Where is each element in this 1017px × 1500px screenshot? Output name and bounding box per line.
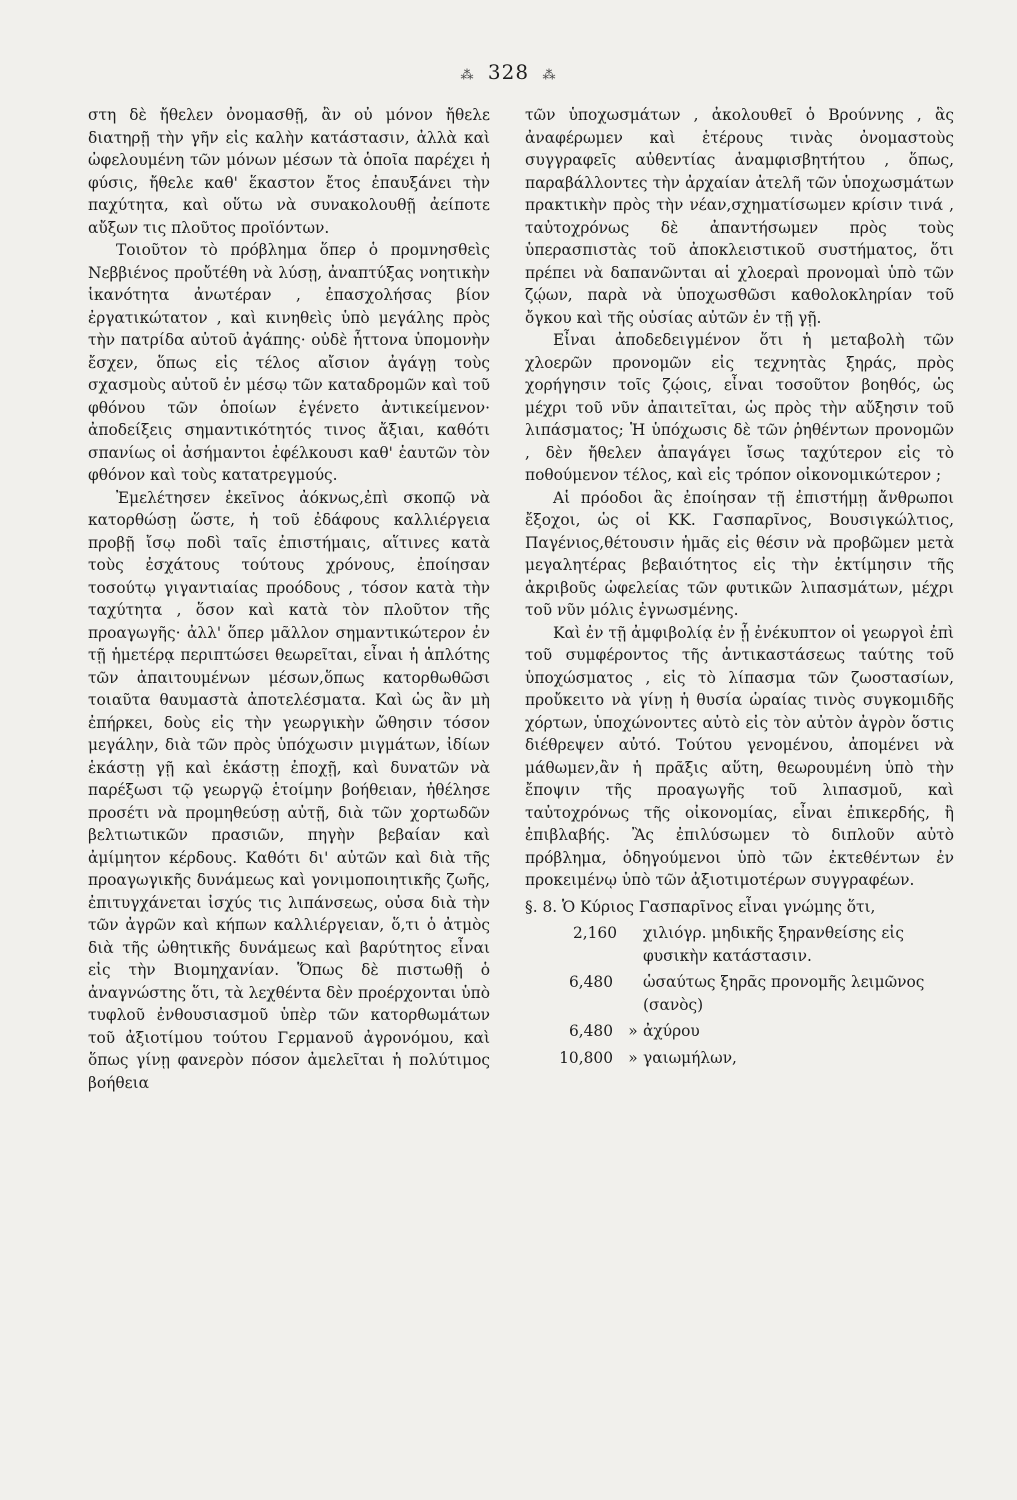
header-ornament-left: ⁂: [460, 68, 475, 83]
page-header: [0, 60, 1017, 84]
quantity-description: χιλιόγρ. μηδικῆς ξηρανθείσης εἰς φυσικὴν κατάστασιν.: [643, 924, 904, 965]
quantity-value: 6,480: [568, 973, 613, 991]
quantity-row: [525, 1047, 954, 1074]
paragraph: Καὶ ἐν τῇ ἀμφιβολίᾳ ἐν ᾗ ἐνέκυπτον οἱ γεωργοὶ ἐπὶ τοῦ συμφέροντος τῆς ἀντικαστάσεως ταύτης τοῦ ὑποχώσματος , εἰς τὸ λίπασμα τῶν ζωοστασίων, προὔκειτο νὰ γίνῃ ἡ θυσία ὡραίας τινὸς συγκομιδῆς χόρτων, ὑποχώνοντες αὐτὸ εἰς τὸν αὐτὸν ἀγρὸν ὅστις διέθρεψεν αὐτό. Τούτου γενομένου, ἀπομένει νὰ μάθωμεν,ἂν ἡ πρᾶξις αὕτη, θεωρουμένη ὑπὸ τὴν ἔποψιν τῆς προαγωγῆς τοῦ λιπασμοῦ, καὶ ταὐτοχρόνως τῆς οἰκονομίας, εἶναι ἐπικερδής, ἢ ἐπιβλαβής. Ἂς ἐπιλύσωμεν τὸ διπλοῦν αὐτὸ πρόβλημα, ὁδηγούμενοι ὑπὸ τῶν ἐκτεθέντων ἐν προκειμένῳ ὑπὸ τῶν ἀξιοτιμοτέρων συγγραφέων.: [525, 623, 954, 889]
paragraph: τῶν ὑποχωσμάτων , ἀκολουθεῖ ὁ Βρούννης , ἃς ἀναφέρωμεν καὶ ἑτέρους τινὰς ὀνομαστοὺς συγγραφεῖς αὐθεντίας ἀναμφισβητήτου , ὅπως, παραβάλλοντες τὴν ἀρχαίαν ἀτελῆ τῶν ὑποχωσμάτων πρακτικὴν πρὸς τὴν νέαν,σχηματίσωμεν κρίσιν τινά , ταὐτοχρόνως δὲ ἀπαντήσωμεν πρὸς τοὺς ὑπερασπιστὰς τοῦ ἀποκλειστικοῦ συστήματος, ὅτι πρέπει νὰ δαπανῶνται αἱ χλοεραὶ προνομαὶ ὑπὸ τῶν ζῴων, παρὰ νὰ ὑποχωσθῶσι καθολοκληρίαν τοῦ ὄγκου καὶ τῆς οὐσίας αὐτῶν ἐν τῇ γῇ.: [525, 106, 954, 327]
section-heading: §. 8. Ὁ Κύριος Γασπαρῖνος εἶναι γνώμης ὅτι,: [525, 897, 876, 916]
paragraph: Αἱ πρόοδοι ἃς ἐποίησαν τῇ ἐπιστήμῃ ἄνθρωποι ἔξοχοι, ὡς οἱ ΚΚ. Γασπαρῖνος, Βουσιγκώλτιος, Παγένιος,θέτουσιν ἡμᾶς εἰς θέσιν νὰ προβῶμεν μετὰ μεγαλητέρας βεβαιότητος εἰς τὴν ἐκτίμησιν τῆς ἀκριβοῦς ὠφελείας τῶν φυτικῶν λιπασμάτων, μέχρι τοῦ νῦν μόλις ἐγνωσμένης.: [525, 488, 954, 619]
quantity-description: ὡσαύτως ξηρᾶς προνομῆς λειμῶνος (σανὸς): [643, 973, 925, 1014]
right-column: [525, 104, 954, 1073]
quantity-value: 6,480: [568, 1022, 613, 1040]
quantity-description: γαιωμήλων,: [643, 1048, 737, 1067]
paragraph: Τοιοῦτον τὸ πρόβλημα ὅπερ ὁ προμνησθεὶς Νεββιένος προὔτέθη νὰ λύσῃ, ἀναπτύξας νοητικὴν ἱκανότητα ἀνωτέραν , ἐπασχολήσας βίον ἐργατικώτατον , καὶ κινηθεὶς ὑπὸ μεγάλης πρὸς τὴν πατρίδα αὐτοῦ ἀγάπης· οὐδὲ ἧττονα ὑπομονὴν ἔσχεν, ὅπως εἰς τέλος αἴσιον ἀγάγῃ τοὺς σχασμοὺς αὐτοῦ ἐν μέσῳ τῶν καταδρομῶν καὶ τοῦ φθόνου τῶν ὁποίων ἐγένετο ἀντικείμενον· ἀποδείξεις σημαντικότητός τινος ἄξιαι, καθότι σπανίως οἱ ἀσήμαντοι ἐφέλκουσι καθ' ἑαυτῶν τὸν φθόνον καὶ τοὺς κατατρεγμούς.: [88, 241, 490, 484]
paragraph: στη δὲ ἤθελεν ὀνομασθῇ, ἂν οὐ μόνον ἤθελε διατηρῇ τὴν γῆν εἰς καλὴν κατάστασιν, ἀλλὰ καὶ ὠφελουμένη τῶν μόνων μέσων τὰ ὁποῖα παρέχει ἡ φύσις, ἤθελε καθ' ἕκαστον ἔτος ἐπαυξάνει τὴν παχύτητα, καὶ οὕτω νὰ συνακολουθῇ ἀείποτε αὔξων τις πλοῦτος προϊόντων.: [88, 106, 490, 237]
quantity-value: 10,800: [559, 1048, 613, 1067]
ditto-mark: [623, 922, 643, 971]
quantity-row: [525, 922, 954, 971]
paragraph: Εἶναι ἀποδεδειγμένον ὅτι ἡ μεταβολὴ τῶν χλοερῶν προνομῶν εἰς τεχνητὰς ξηράς, πρὸς χορήγησιν τοῖς ζῴοις, εἶναι τοσοῦτον βοηθός, ὡς μέχρι τοῦ νῦν ἀπαιτεῖται, ὡς πρὸς τὴν αὔξησιν τοῦ λιπάσματος; Ἡ ὑπόχωσις δὲ τῶν ῥηθέντων προνομῶν , δὲν ἤθελεν ἀπαγάγει ἴσως ταχύτερον εἰς τὸ ποθούμενον τέλος, καὶ εἰς τρόπον οἰκονομικώτερον ;: [525, 331, 954, 484]
quantity-row: [525, 1020, 954, 1047]
page-number: 328: [487, 60, 530, 84]
ditto-mark: [623, 971, 643, 1020]
quantity-value: 2,160: [572, 924, 617, 942]
header-ornament-right: ⁂: [542, 68, 557, 83]
quantities-table: [525, 922, 954, 1073]
ditto-mark: »: [628, 1048, 638, 1067]
paragraph: Ἐμελέτησεν ἐκεῖνος ἀόκνως,ἐπὶ σκοπῷ νὰ κατορθώσῃ ὥστε, ἡ τοῦ ἐδάφους καλλιέργεια προβῇ ἴσῳ ποδὶ ταῖς ἐπιστήμαις, αἵτινες κατὰ τοὺς ἐσχάτους τούτους χρόνους, ἐποίησαν τοσούτῳ γιγαντιαίας προόδους , τόσον κατὰ τὴν ταχύτητα , ὅσον καὶ κατὰ τὸν πλοῦτον τῆς προαγωγῆς· ἀλλ' ὅπερ μᾶλλον σημαντικώτερον ἐν τῇ ἡμετέρᾳ περιπτώσει θεωρεῖται, εἶναι ἡ ἁπλότης τῶν ἀπαιτουμένων μέσων,ὅπως κατορθωθῶσι τοιαῦτα θαυμαστὰ ἀποτελέσματα. Καὶ ὡς ἂν μὴ ἐπήρκει, δοὺς εἰς τὴν γεωργικὴν ὤθησιν τόσον μεγάλην, διὰ τῶν πρὸς ὑπόχωσιν μιγμάτων, ἰδίων ἑκάστῃ γῇ καὶ ἑκάστῃ ἐποχῇ, καὶ δυνατῶν νὰ παρέξωσι τῷ γεωργῷ ἑτοίμην βοήθειαν, ἠθέλησε προσέτι νὰ προμηθεύσῃ αὐτῇ, διὰ τῶν χορτωδῶν βελτιωτικῶν πρασιῶν, πηγὴν βεβαίαν καὶ ἀμίμητον κέρδους. Καθότι δι' αὐτῶν καὶ διὰ τῆς προαγωγικῆς δυνάμεως καὶ γονιμοποιητικῆς ζωῆς, ἐπιτυγχάνεται ἰσχύς τις λιπάνσεως, οὐσα διὰ τὴν τῶν ἀγρῶν καὶ κήπων καλλιέργειαν, ὅ,τι ὁ ἀτμὸς διὰ τῆς ὠθητικῆς δυνάμεως καὶ βαρύτητος εἶναι εἰς τὴν Βιομηχανίαν. Ὅπως δὲ πιστωθῇ ὁ ἀναγνώστης ὅτι, τὰ λεχθέντα δὲν προέρχονται ὑπὸ τυφλοῦ ἐνθουσιασμοῦ ὑπὲρ τῶν κατορθωμάτων τοῦ ἀξιοτίμου τούτου Γερμανοῦ ἀγρονόμου, καὶ ὅπως γίνῃ φανερὸν πόσον ἀμελεῖται ἡ πολύτιμος βοήθεια: [88, 488, 490, 1092]
left-column: [88, 104, 490, 1094]
ditto-mark: »: [628, 1022, 638, 1040]
quantity-description: ἀχύρου: [643, 1022, 700, 1040]
quantity-row: [525, 971, 954, 1020]
